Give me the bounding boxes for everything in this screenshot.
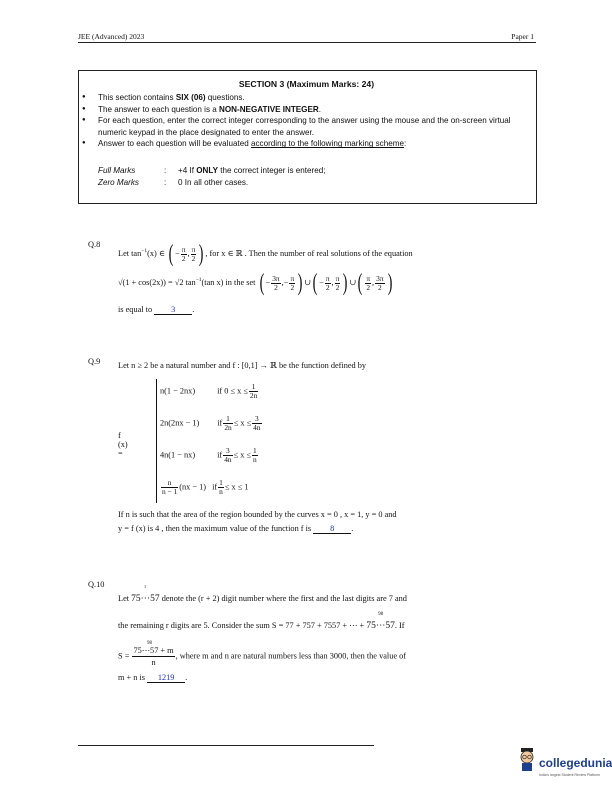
case-1: n(1 − 2nx) if 0 ≤ x ≤ $\frac{1}{2n}$: [160, 382, 258, 400]
q8-line-2: √(1 + cos(2x)) = √2 $\tan^{-1}(\tan$ x) in the set ( − $\frac{3\pi}{2}$ ,− $\frac{\pi}{2}$ ) ∪( − $\frac{\pi}{2}$ , $\frac{\pi}{2}$ ) ∪( $\frac{\pi}{2}$ , $\frac{3\pi}{2}$ ): [118, 270, 392, 296]
instruction-item: ● The answer to each question is a NON-NEGATIVE INTEGER.: [82, 104, 532, 116]
q9-line-2: If n is such that the area of the region bounded by the curves x = 0 , x = 1, y = 0 and: [118, 510, 397, 519]
r-over-label: r: [144, 585, 147, 590]
q8-number: Q.8: [88, 240, 101, 249]
q10-line-1: Let r 75⋯57 denote the (r + 2) digit number where the first and the last digits are 7 and: [118, 585, 407, 604]
instruction-item: ● This section contains SIX (06) questions.: [82, 92, 532, 104]
q10-line-4: m + n is 1219 .: [118, 673, 188, 682]
collegedunia-logo: [517, 748, 612, 777]
fx-label: f (x) =: [118, 431, 128, 458]
zero-marks-row: Zero Marks : 0 In all other cases.: [98, 178, 249, 187]
instruction-item: ● For each question, enter the correct integer corresponding to the answer using the mouse and the on-screen virtual numeric keypad in the place designated to enter the answer.: [82, 115, 532, 138]
q9-line-3: y = f (x) is 4 , then the maximum value of the function f is 8 .: [118, 524, 354, 533]
q8-line-1: Let $\tan^{-1}(x)$ ∈ ( − $\frac{\pi}{2}$ , $\frac{\pi}{2}$ ) , for x ∈ ℝ . Then the number of real solutions of the equation: [118, 241, 413, 267]
q8-line-3: is equal to 3 .: [118, 305, 195, 314]
header-rule: [78, 42, 536, 43]
q10-line-2: the remaining r digits are 5. Consider the sum S = 77 + 757 + 7557 + ⋯ + 98 75⋯57. If: [118, 612, 405, 631]
paper-label: Paper 1: [511, 32, 534, 41]
q9-number: Q.9: [88, 357, 101, 366]
instruction-item: ● Answer to each question will be evaluated according to the following marking scheme:: [82, 138, 532, 150]
footer-rule: [78, 745, 374, 746]
q10-line-3: S = 98 75⋯57 + m n , where m and n are natural numbers less than 3000, then the value of: [118, 641, 407, 667]
logo-name: collegedunia: [539, 756, 612, 770]
marking-scheme: [98, 165, 326, 189]
logo-tagline: India's largest Student Review Platform: [539, 773, 600, 777]
q8-answer: 3: [154, 305, 192, 315]
q10-number: Q.10: [88, 580, 105, 589]
section-title: SECTION 3 (Maximum Marks: 24): [238, 79, 375, 89]
over-98-label: 98: [378, 612, 384, 617]
exam-name: JEE (Advanced) 2023: [78, 32, 145, 41]
mascot-icon: [517, 748, 537, 772]
case-3: 4n(1 − nx) if $\frac{3}{4n}$ ≤ x ≤ $\frac{1}{n}$: [160, 446, 257, 464]
case-4: $\frac{n}{n - 1}$ (nx − 1) if $\frac{1}{n}$ ≤ x ≤ 1: [162, 478, 249, 496]
case-2: 2n(2nx − 1) if $\frac{1}{2n}$ ≤ x ≤ $\frac{3}{4n}$: [160, 414, 261, 432]
q9-answer: 8: [313, 524, 351, 534]
q10-answer: 1219: [147, 673, 185, 683]
full-marks-row: Full Marks : +4 If ONLY the correct integer is entered;: [98, 166, 326, 175]
q9-line-1: Let n ≥ 2 be a natural number and f : [0,1] → ℝ be the function defined by: [118, 361, 367, 370]
instruction-list: [82, 92, 532, 150]
